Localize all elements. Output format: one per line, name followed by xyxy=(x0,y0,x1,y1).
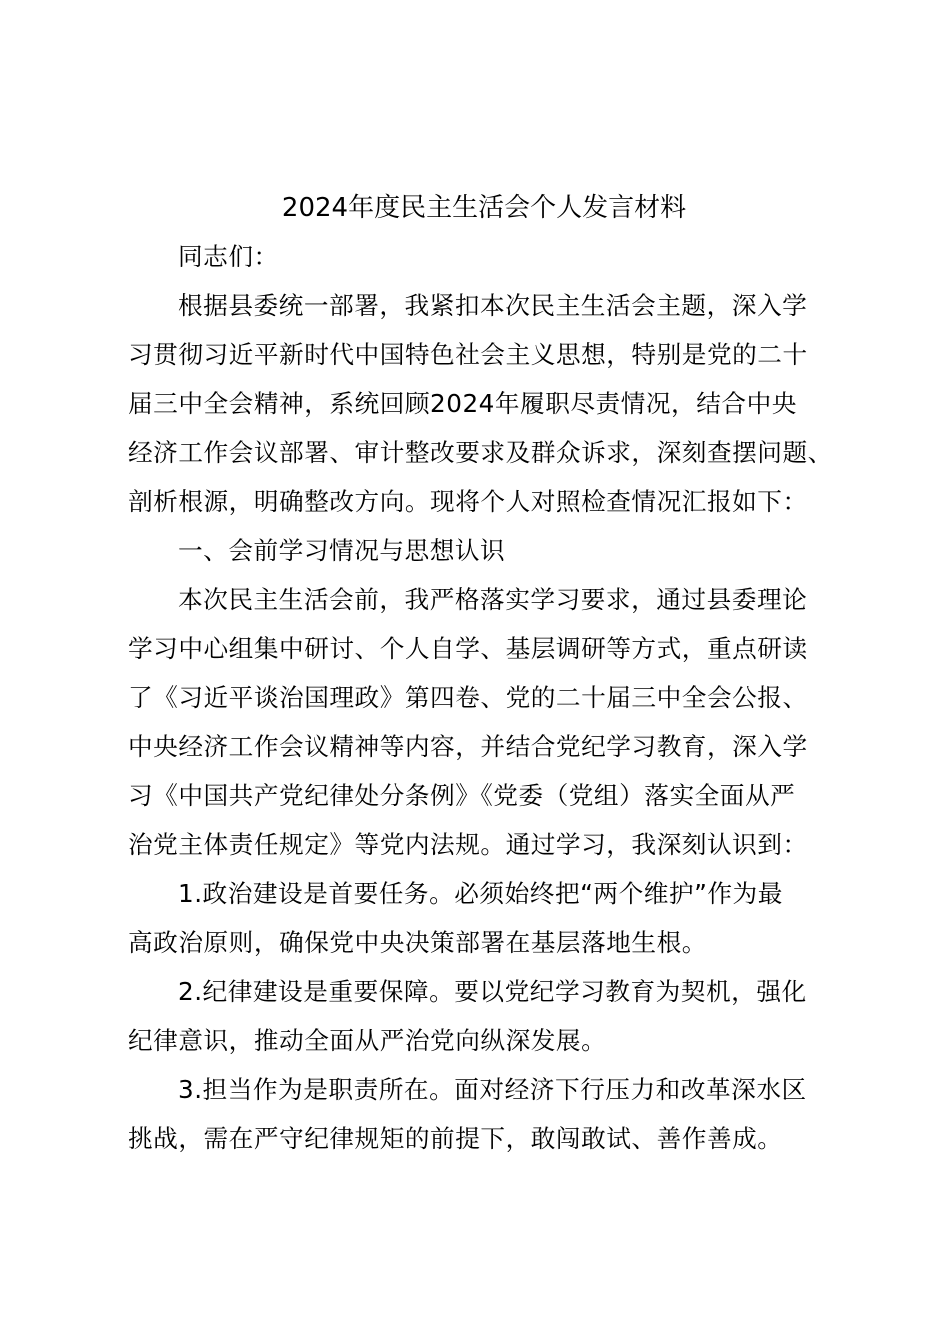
text-line: 高政治原则，确保党中央决策部署在基层落地生根。 xyxy=(128,928,707,957)
text-line: 经济工作会议部署、审计整改要求及群众诉求，深刻查摆问题、 xyxy=(128,438,833,467)
text-line: 纪律意识，推动全面从严治党向纵深发展。 xyxy=(128,1026,607,1055)
text-line: 习贯彻习近平新时代中国特色社会主义思想，特别是党的二十 xyxy=(128,340,808,369)
text-line: 3.担当作为是职责所在。面对经济下行压力和改革深水区 xyxy=(178,1075,807,1104)
text-line: 挑战，需在严守纪律规矩的前提下，敢闯敢试、善作善成。 xyxy=(128,1124,783,1153)
salutation: 同志们： xyxy=(178,242,279,271)
text-line: 根据县委统一部署，我紧扣本次民主生活会主题，深入学 xyxy=(178,291,808,320)
paragraph-intro xyxy=(128,281,840,526)
point-3 xyxy=(128,1065,840,1163)
heading-line: 一、会前学习情况与思想认识 xyxy=(178,536,506,565)
document-body xyxy=(128,232,840,1163)
text-line: 学习中心组集中研讨、个人自学、基层调研等方式，重点研读 xyxy=(128,634,808,663)
section-heading xyxy=(128,526,840,575)
text-line: 1.政治建设是首要任务。必须始终把“两个维护”作为最 xyxy=(178,879,783,908)
document-title: 2024年度民主生活会个人发言材料 xyxy=(281,193,687,223)
text-line: 届三中全会精神，系统回顾2024年履职尽责情况，结合中央 xyxy=(128,389,797,418)
text-line: 2.纪律建设是重要保障。要以党纪学习教育为契机，强化 xyxy=(178,977,807,1006)
text-line: 本次民主生活会前，我严格落实学习要求，通过县委理论 xyxy=(178,585,808,614)
text-line: 习《中国共产党纪律处分条例》《党委（党组）落实全面从严 xyxy=(128,781,796,810)
point-1 xyxy=(128,869,840,967)
text-line: 治党主体责任规定》等党内法规。通过学习，我深刻认识到： xyxy=(128,830,808,859)
text-line: 中央经济工作会议精神等内容，并结合党纪学习教育，深入学 xyxy=(128,732,808,761)
paragraph-study xyxy=(128,575,840,869)
text-line: 了《习近平谈治国理政》第四卷、党的二十届三中全会公报、 xyxy=(128,683,808,712)
point-2 xyxy=(128,967,840,1065)
text-line: 剖析根源，明确整改方向。现将个人对照检查情况汇报如下： xyxy=(128,487,808,516)
